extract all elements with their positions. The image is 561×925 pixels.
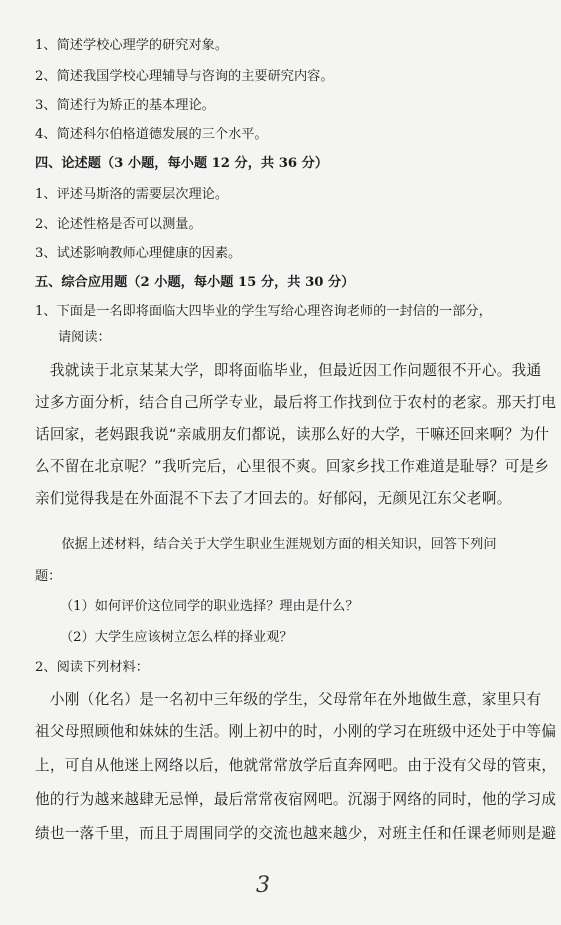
sub-question-2: （2）大学生应该树立怎么样的择业观？ [60,630,293,645]
letter-passage-line: 我就读于北京某某大学，即将面临毕业，但最近因工作问题很不开心。我通 [35,362,542,379]
question-5-1-prompt: 依据上述材料，结合关于大学生职业生涯规划方面的相关知识，回答下列问 [35,537,497,552]
question-5-2-intro: 2、阅读下列材料： [35,660,149,675]
question-5-1-prompt-cont: 题： [35,569,62,584]
question-3-2: 2、简述我国学校心理辅导与咨询的主要研究内容。 [35,69,334,84]
question-5-1-intro: 1、下面是一名即将面临大四毕业的学生写给心理咨询老师的一封信的一部分， [35,304,492,319]
question-4-3: 3、试述影响教师心理健康的因素。 [35,246,242,261]
case-passage-line: 他的行为越来越肆无忌惮，最后常常夜宿网吧。沉溺于网络的同时，他的学习成 [35,791,557,808]
case-passage-line: 上，可自从他迷上网络以后，他就常常放学后直奔网吧。由于没有父母的管束， [35,757,557,774]
letter-passage-line: 亲们觉得我是在外面混不下去了才回去的。好郁闷，无颜见江东父老啊。 [35,490,512,507]
letter-passage-line: 话回家，老妈跟我说“亲戚朋友们都说，读那么好的大学，干嘛还回来啊？为什 [35,426,550,443]
letter-passage-line: 么不留在北京呢？”我听完后，心里很不爽。回家乡找工作难道是耻辱？可是乡 [35,458,550,475]
question-3-1: 1、简述学校心理学的研究对象。 [35,38,229,53]
question-3-4: 4、简述科尔伯格道德发展的三个水平。 [35,127,268,142]
question-3-3: 3、简述行为矫正的基本理论。 [35,98,215,113]
sub-question-1: （1）如何评价这位同学的职业选择？理由是什么？ [60,599,359,614]
question-4-2: 2、论述性格是否可以测量。 [35,217,202,232]
case-passage-line: 绩也一落千里，而且于周围同学的交流也越来越少，对班主任和任课老师则是避 [35,825,557,842]
page-number: 3 [256,873,270,898]
case-passage-line: 祖父母照顾他和妹妹的生活。刚上初中的时，小刚的学习在班级中还处于中等偏 [35,723,557,740]
section-5-heading: 五、综合应用题（2 小题，每小题 15 分，共 30 分） [35,275,355,290]
section-4-heading: 四、论述题（3 小题，每小题 12 分，共 36 分） [35,156,329,171]
question-5-1-intro-cont: 请阅读： [58,330,111,345]
question-4-1: 1、评述马斯洛的需要层次理论。 [35,187,229,202]
case-passage-line: 小刚（化名）是一名初中三年级的学生，父母常年在外地做生意，家里只有 [35,691,542,708]
letter-passage-line: 过多方面分析，结合自己所学专业，最后将工作找到位于农村的老家。那天打电 [35,394,557,411]
